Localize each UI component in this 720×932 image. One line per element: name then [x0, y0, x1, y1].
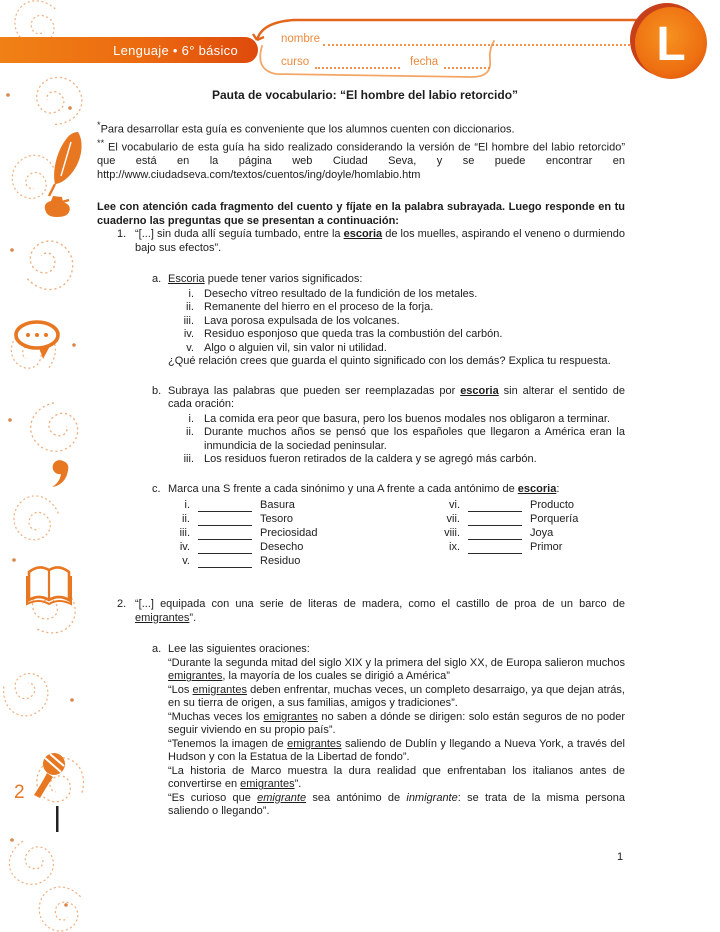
- answer-blank: [198, 529, 252, 540]
- exercise-2-quote: “[...] equipada con una serie de literas de madera, como el castillo de proa de un barco de emigrantes”.: [135, 598, 625, 624]
- exercise-1c-heading: Marca una S frente a cada sinónimo y una A frente a cada antónimo de escoria:: [168, 482, 560, 495]
- exercise-1c: [152, 483, 625, 569]
- table-row: [438, 512, 638, 526]
- option-text: Los residuos fueron retirados de la caldera y se agregó más carbón.: [204, 453, 537, 466]
- roman-numeral: viii.: [444, 526, 460, 539]
- word-label: Producto: [530, 498, 575, 511]
- page-title: Pauta de vocabulario: “El hombre del labio retorcido”: [211, 88, 519, 102]
- example-sentence: “Durante la segunda mitad del siglo XIX y la primera del siglo XX, de Europa salieron muchos emigrantes, la mayoría de los cuales se dirigió a América”: [168, 656, 625, 683]
- answer-blank: [468, 543, 522, 554]
- roman-numeral: iii.: [183, 314, 194, 327]
- list-item: [168, 413, 625, 427]
- comma-icon: [52, 460, 68, 487]
- option-text: Desecho vítreo resultado de la fundición de los metales.: [204, 287, 478, 300]
- example-sentence: “Es curioso que emigrante sea antónimo de inmigrante: se trata de la misma persona saliendo o llegando”.: [168, 791, 625, 818]
- footnote-2-text: El vocabulario de esta guía ha sido realizado considerando la versión de “El hombre del labio retorcido” que está en la página web Ciudad Seva, y se puede encontrar en http://www.ciudadseva.com/textos/cuentos/ing/doyle/homlabio.htm: [97, 141, 625, 181]
- roman-numeral: iv.: [179, 540, 190, 553]
- exercise-2: [117, 598, 625, 625]
- answer-blank: [468, 501, 522, 512]
- exercise-1b: [152, 385, 625, 467]
- name-field-line: [323, 43, 638, 46]
- list-item: [168, 453, 625, 467]
- example-sentence: “La historia de Marco muestra la dura realidad que enfrentaban los italianos antes de convertirse en emigrantes”.: [168, 764, 625, 791]
- table-row: [438, 540, 638, 554]
- cursor-bar: [56, 806, 59, 832]
- list-item: [168, 301, 625, 315]
- date-field-line: [444, 66, 490, 69]
- table-row: [168, 498, 394, 512]
- answer-blank: [198, 557, 252, 568]
- footnote-1: [97, 119, 625, 137]
- footnotes: [97, 119, 625, 182]
- logo-letter: L: [656, 18, 686, 71]
- worksheet-body: [97, 119, 625, 819]
- exercise-1b-options: [168, 413, 625, 467]
- exercise-1a-options: [168, 288, 625, 356]
- example-sentence: “Tenemos la imagen de emigrantes saliendo de Dublín y llegando a Nueva York, a través del Hudson y con la Estatua de la Libertad de fondo”.: [168, 737, 625, 764]
- roman-numeral: ii.: [182, 512, 190, 525]
- word-label: Basura: [260, 498, 295, 511]
- word-label: Joya: [530, 526, 554, 539]
- sidebar-decoration: [0, 0, 92, 932]
- footnote-2-marker: **: [97, 138, 105, 149]
- table-row: [438, 498, 638, 512]
- answer-blank: [468, 529, 522, 540]
- option-text: Residuo esponjoso que queda tras la combustión del carbón.: [204, 328, 503, 341]
- answer-blank: [198, 543, 252, 554]
- page-number: 1: [617, 851, 624, 863]
- word-label: Desecho: [260, 540, 304, 553]
- roman-numeral: vi.: [449, 498, 460, 511]
- exercise-1b-heading: Subraya las palabras que pueden ser reemplazadas por escoria sin alterar el sentido de cada oración:: [168, 384, 625, 411]
- date-field-label: fecha: [410, 56, 439, 68]
- roman-numeral: i.: [188, 287, 194, 300]
- exercise-1a-heading: Escoria puede tener varios significados:: [168, 273, 363, 286]
- answer-blank: [468, 515, 522, 526]
- roman-numeral: iii.: [179, 526, 190, 539]
- example-sentence: “Los emigrantes deben enfrentar, muchas veces, un completo desarraigo, ya que dejan atrás, en su tierra de origen, a sus familias, amigos y tradiciones”.: [168, 683, 625, 710]
- table-row: [438, 526, 638, 540]
- roman-numeral: v.: [182, 554, 190, 567]
- exercise-1-number: 1.: [117, 228, 127, 241]
- synonym-antonym-table: [168, 498, 638, 568]
- list-item: [168, 288, 625, 302]
- speech-bubble-icon: [16, 322, 58, 359]
- roman-numeral: i.: [184, 498, 190, 511]
- exercise-1: [117, 228, 625, 255]
- subject-bar: [0, 37, 258, 63]
- course-field-line: [315, 66, 400, 69]
- roman-numeral: ix.: [449, 540, 460, 553]
- word-label: Residuo: [260, 554, 301, 567]
- option-text: Remanente del hierro en el proceso de la forja.: [204, 301, 434, 314]
- word-label: Preciosidad: [260, 526, 318, 539]
- exercise-2-number: 2.: [117, 598, 127, 611]
- roman-numeral: ii.: [186, 301, 194, 314]
- exercise-1-quote: “[...] sin duda allí seguía tumbado, entre la escoria de los muelles, aspirando el veneno o durmiendo bajo sus efectos”.: [135, 228, 625, 254]
- subject-logo: [630, 2, 710, 82]
- option-text: Algo o alguien vil, sin valor ni utilidad.: [204, 341, 387, 354]
- list-item: [168, 342, 625, 356]
- roman-numeral: iv.: [183, 328, 194, 341]
- exercise-1a-letter: a.: [152, 273, 162, 286]
- exercise-2a-letter: a.: [152, 643, 162, 656]
- quill-icon: [49, 132, 82, 196]
- roman-numeral: v.: [186, 341, 194, 354]
- option-text: Durante muchos años se pensó que los españoles que llegaron a América eran la inmundicia de la sociedad peninsular.: [204, 426, 625, 452]
- exercise-1a: [152, 273, 625, 369]
- name-box-outline: [240, 12, 652, 86]
- answer-blank: [198, 515, 252, 526]
- answer-blank: [198, 501, 252, 512]
- inkwell-icon: [45, 196, 70, 217]
- word-label: Porquería: [530, 512, 579, 525]
- exercise-1c-letter: c.: [152, 482, 161, 495]
- open-book-icon: [27, 567, 71, 604]
- roman-numeral: iii.: [183, 453, 194, 466]
- exercise-1a-question: ¿Qué relación crees que guarda el quinto significado con los demás? Explica tu respuesta.: [168, 355, 611, 368]
- example-sentence: “Muchas veces los emigrantes no saben a dónde se dirigen: solo están seguros de no poder seguir viviendo en su propio país”.: [168, 710, 626, 737]
- word-label: Tesoro: [260, 512, 294, 525]
- roman-numeral: ii.: [186, 426, 194, 439]
- course-field-label: curso: [281, 56, 310, 68]
- exercise-1b-letter: b.: [152, 384, 162, 397]
- instruction-text: Lee con atención cada fragmento del cuento y fíjate en la palabra subrayada. Luego responde en tu cuaderno las preguntas que se presentan a continuación:: [97, 201, 625, 227]
- table-row: [168, 554, 394, 568]
- roman-numeral: vii.: [446, 512, 460, 525]
- name-field-label: nombre: [281, 33, 320, 45]
- option-text: Lava porosa expulsada de los volcanes.: [204, 314, 400, 327]
- exercise-2a-heading: Lee las siguientes oraciones:: [168, 643, 310, 656]
- table-row: [168, 540, 394, 554]
- footnote-1-marker: *: [97, 120, 101, 130]
- table-row: [168, 526, 394, 540]
- exercise-2a: [152, 643, 625, 819]
- roman-numeral: i.: [188, 412, 194, 425]
- footnote-1-text: Para desarrollar esta guía es conveniente que los alumnos cuenten con diccionarios.: [100, 123, 515, 136]
- list-item: [168, 328, 625, 342]
- subject-label: Lenguaje • 6° básico: [113, 42, 238, 58]
- footnote-2: [97, 137, 625, 182]
- sidebar-number: 2: [14, 782, 25, 803]
- list-item: [168, 426, 625, 453]
- list-item: [168, 315, 625, 329]
- microphone-icon: [34, 753, 65, 798]
- table-row: [168, 512, 394, 526]
- word-label: Primor: [530, 540, 563, 553]
- option-text: La comida era peor que basura, pero los buenos modales nos obligaron a terminar.: [204, 412, 611, 425]
